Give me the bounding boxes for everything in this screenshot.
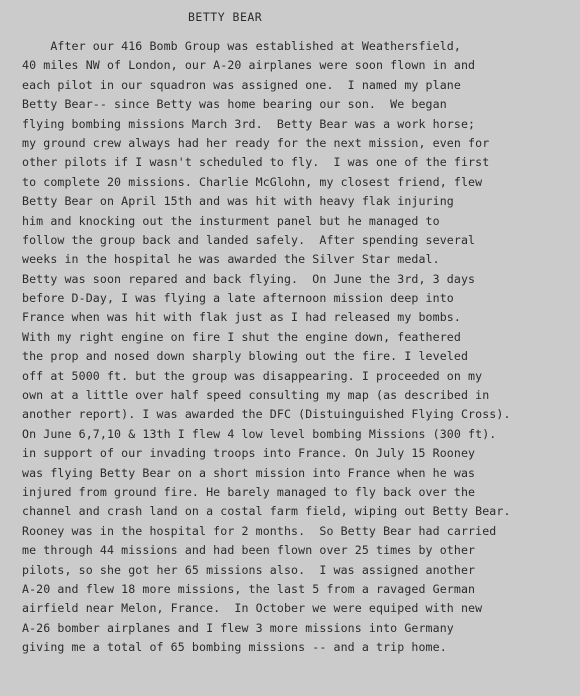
text-line: With my right engine on fire I shut the engine down, feathered xyxy=(22,329,461,344)
text-line: to complete 20 missions. Charlie McGlohn, my closest friend, flew xyxy=(22,174,483,189)
text-line: before D-Day, I was flying a late afternoon mission deep into xyxy=(22,291,454,306)
text-line: Betty Bear on April 15th and was hit with heavy flak injuring xyxy=(22,194,454,209)
text-line: him and knocking out the insturment panel but he managed to xyxy=(22,213,440,228)
text-line: A-26 bomber airplanes and I flew 3 more missions into Germany xyxy=(22,620,454,635)
text-line: Betty Bear-- since Betty was home bearing our son. We began xyxy=(22,97,447,112)
text-line: in support of our invading troops into France. On July 15 Rooney xyxy=(22,446,476,461)
document-body xyxy=(22,37,578,658)
text-line: pilots, so she got her 65 missions also. I was assigned another xyxy=(22,562,476,577)
text-line: off at 5000 ft. but the group was disappearing. I proceeded on my xyxy=(22,368,483,383)
text-line: Betty was soon repared and back flying. On June the 3rd, 3 days xyxy=(22,271,476,286)
text-line: A-20 and flew 18 more missions, the last 5 from a ravaged German xyxy=(22,581,476,596)
text-line: weeks in the hospital he was awarded the Silver Star medal. xyxy=(22,252,440,267)
text-line: channel and crash land on a costal farm field, wiping out Betty Bear. xyxy=(22,504,511,519)
text-line: was flying Betty Bear on a short mission into France when he was xyxy=(22,465,476,480)
text-line: another report). I was awarded the DFC (Distuinguished Flying Cross). xyxy=(22,407,511,422)
text-line: other pilots if I wasn't scheduled to fly. I was one of the first xyxy=(22,155,490,170)
text-line: the prop and nosed down sharply blowing out the fire. I leveled xyxy=(22,349,469,364)
text-line: own at a little over half speed consulting my map (as described in xyxy=(22,388,490,403)
text-line: airfield near Melon, France. In October we were equiped with new xyxy=(22,601,483,616)
text-line: On June 6,7,10 & 13th I flew 4 low level bombing Missions (300 ft). xyxy=(22,426,497,441)
text-line: injured from ground fire. He barely managed to fly back over the xyxy=(22,484,476,499)
document-title: BETTY BEAR xyxy=(188,10,263,24)
text-line: After our 416 Bomb Group was established at Weathersfield, xyxy=(22,39,461,53)
text-line: giving me a total of 65 bombing missions -- and a trip home. xyxy=(22,640,447,655)
text-line: flying bombing missions March 3rd. Betty Bear was a work horse; xyxy=(22,116,476,131)
text-line: my ground crew always had her ready for the next mission, even for xyxy=(22,135,490,150)
text-line: follow the group back and landed safely. After spending several xyxy=(22,232,476,247)
text-line: Rooney was in the hospital for 2 months. So Betty Bear had carried xyxy=(22,523,497,538)
text-line: France when was hit with flak just as I had released my bombs. xyxy=(22,310,461,325)
text-line: each pilot in our squadron was assigned one. I named my plane xyxy=(22,77,461,92)
text-line: 40 miles NW of London, our A-20 airplanes were soon flown in and xyxy=(22,58,476,73)
text-line: me through 44 missions and had been flown over 25 times by other xyxy=(22,543,476,558)
